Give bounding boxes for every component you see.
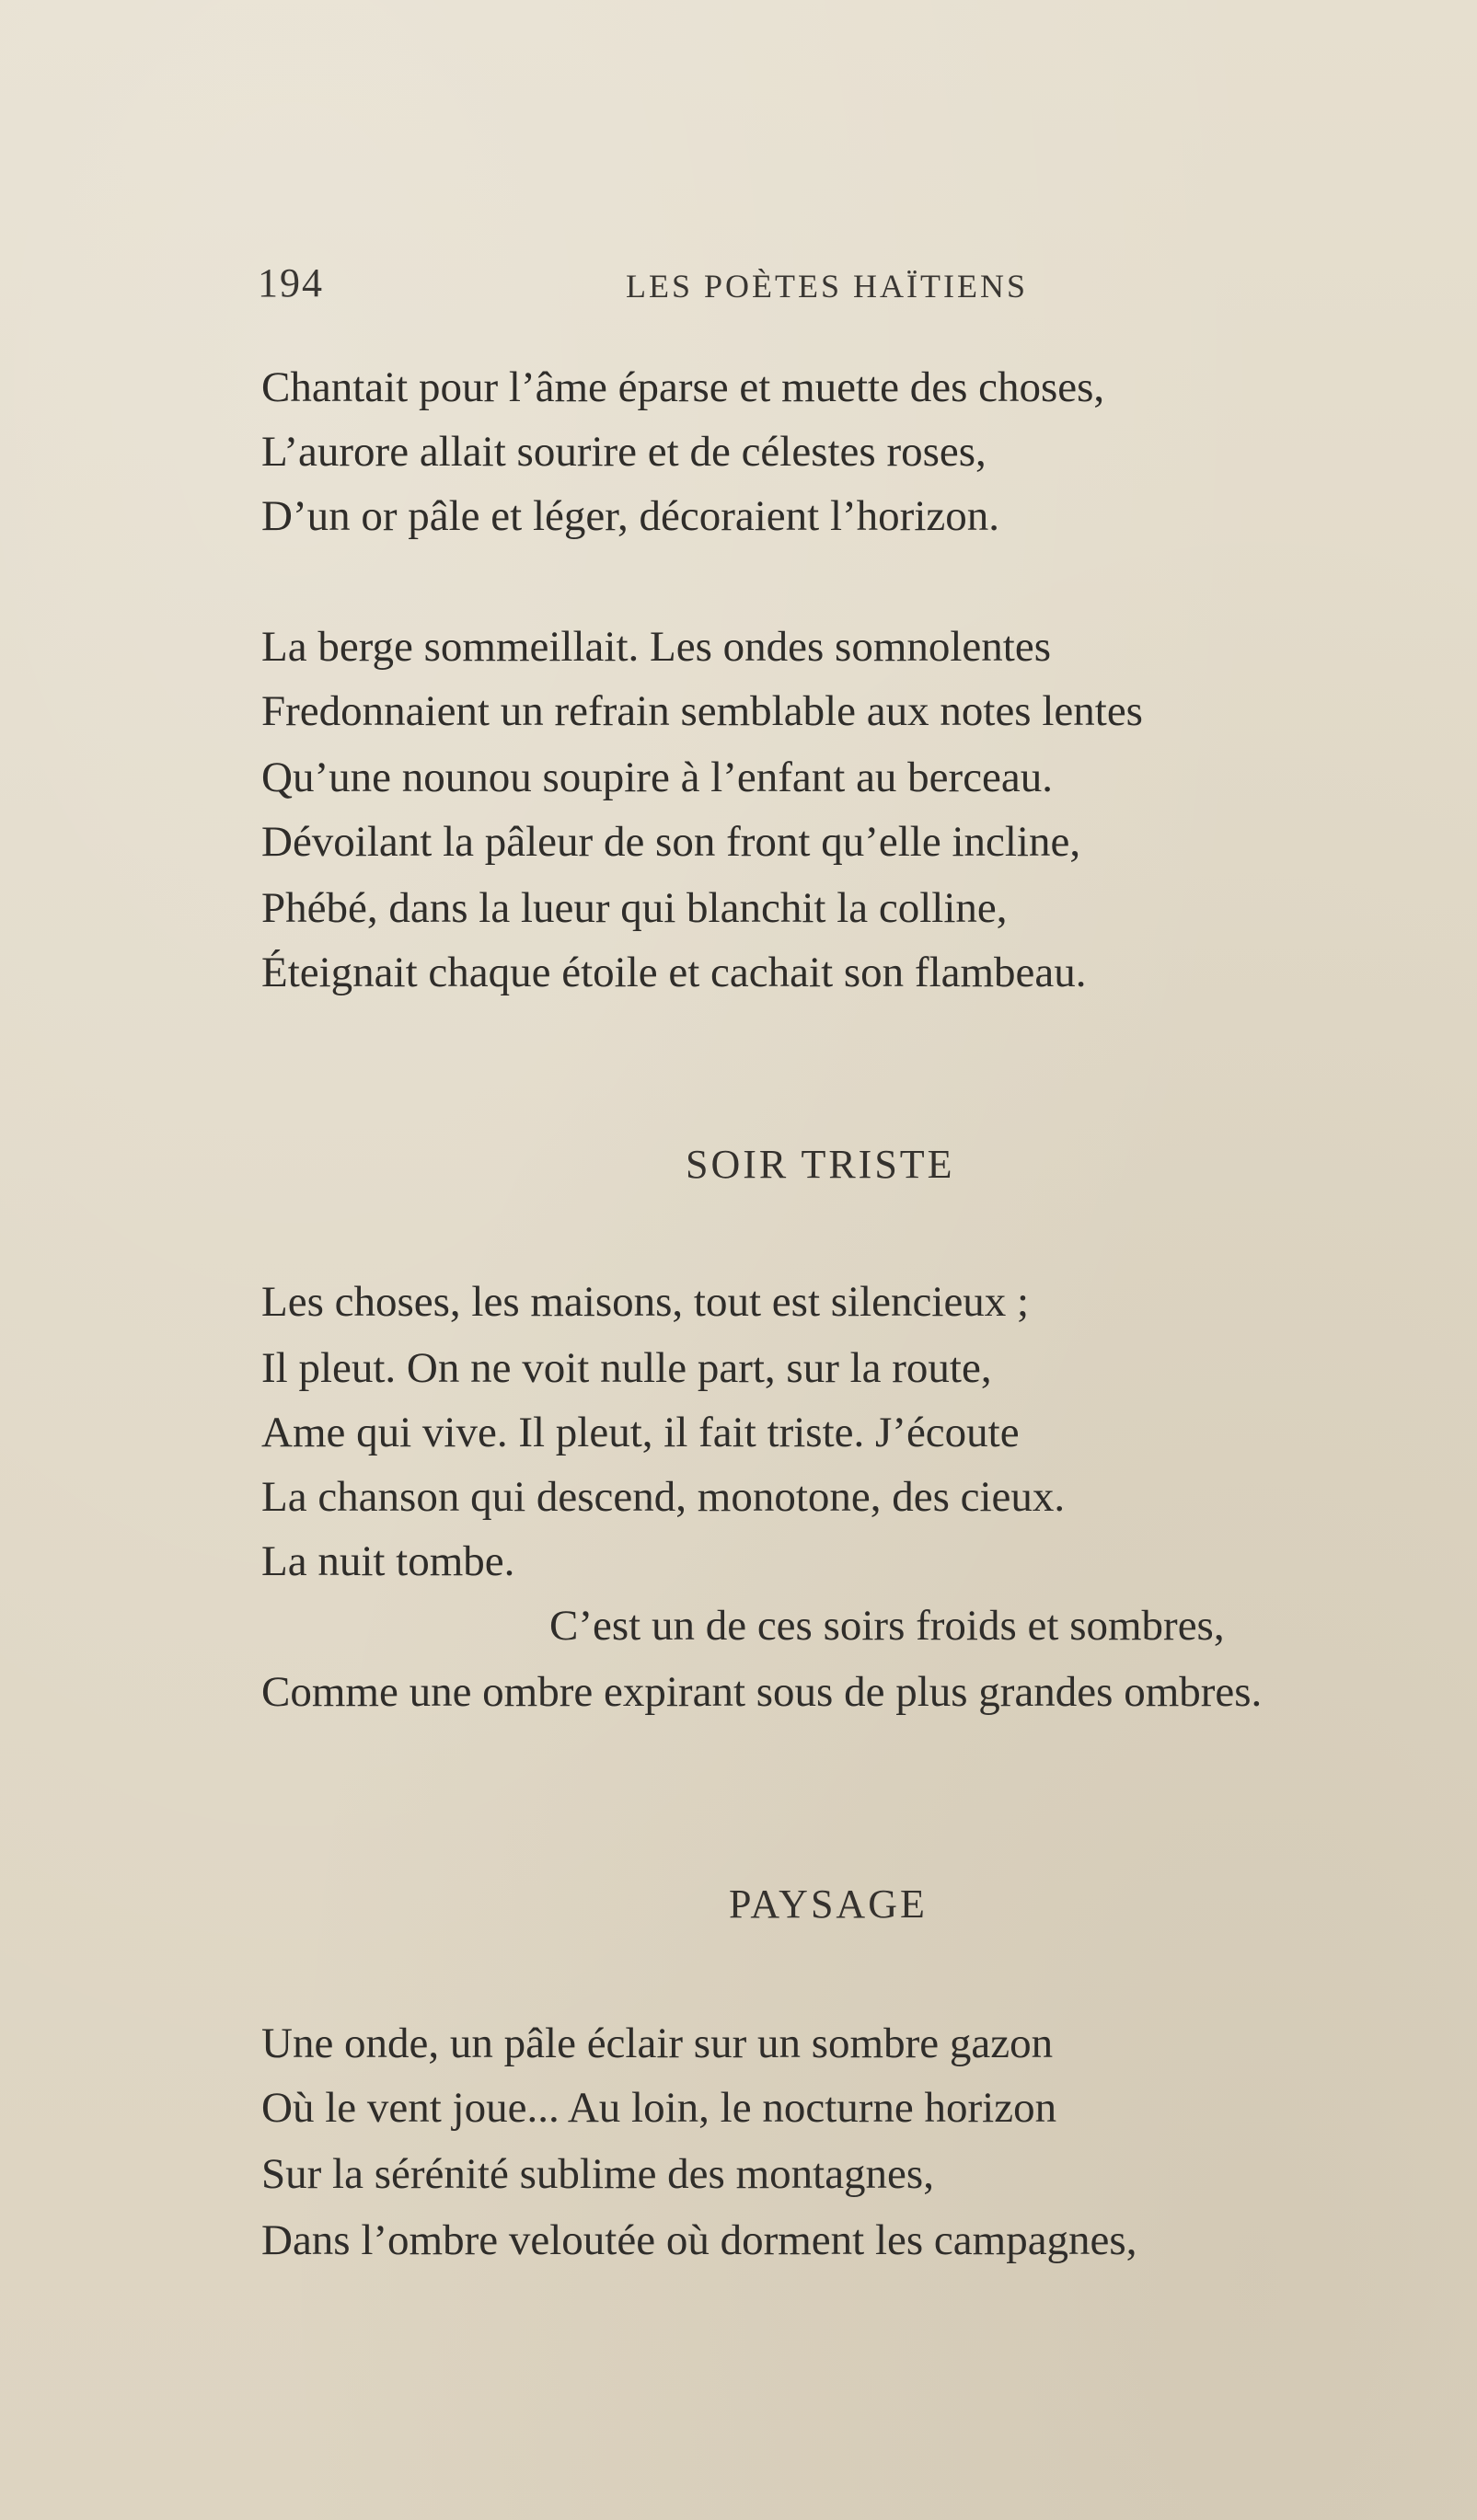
verse-line: Chantait pour l’âme éparse et muette des choses, <box>261 363 1105 411</box>
verse-line: La nuit tombe. <box>261 1537 515 1585</box>
verse-line: Phébé, dans la lueur qui blanchit la colline, <box>261 884 1008 932</box>
poem-title-paysage: PAYSAGE <box>729 1881 928 1927</box>
verse-line: Les choses, les maisons, tout est silencieux ; <box>261 1278 1030 1326</box>
verse-line: Il pleut. On ne voit nulle part, sur la route, <box>261 1344 992 1392</box>
verse-line: Une onde, un pâle éclair sur un sombre gazon <box>261 2019 1054 2067</box>
verse-line: Où le vent joue... Au loin, le nocturne horizon <box>261 2084 1057 2132</box>
verse-line: D’un or pâle et léger, décoraient l’horizon. <box>261 492 999 540</box>
running-title: LES POÈTES HAÏTIENS <box>626 268 1028 305</box>
verse-line: Dévoilant la pâleur de son front qu’elle incline, <box>261 818 1081 866</box>
verse-line: C’est un de ces soirs froids et sombres, <box>549 1602 1225 1650</box>
verse-line: Qu’une nounou soupire à l’enfant au berceau. <box>261 754 1054 801</box>
verse-line: Éteignait chaque étoile et cachait son flambeau. <box>261 949 1087 996</box>
verse-line: La berge sommeillait. Les ondes somnolentes <box>261 623 1052 671</box>
verse-line: Dans l’ombre veloutée où dorment les campagnes, <box>261 2216 1137 2264</box>
verse-line: L’aurore allait sourire et de célestes roses, <box>261 428 987 476</box>
verse-line: Comme une ombre expirant sous de plus grandes ombres. <box>261 1668 1263 1716</box>
poem-title-soir-triste: SOIR TRISTE <box>686 1142 955 1187</box>
verse-line: La chanson qui descend, monotone, des cieux. <box>261 1473 1066 1521</box>
verse-line: Sur la sérénité sublime des montagnes, <box>261 2150 934 2198</box>
verse-line: Fredonnaient un refrain semblable aux notes lentes <box>261 687 1143 735</box>
verse-line: Ame qui vive. Il pleut, il fait triste. J’écoute <box>261 1409 1020 1456</box>
page-number: 194 <box>258 260 324 305</box>
